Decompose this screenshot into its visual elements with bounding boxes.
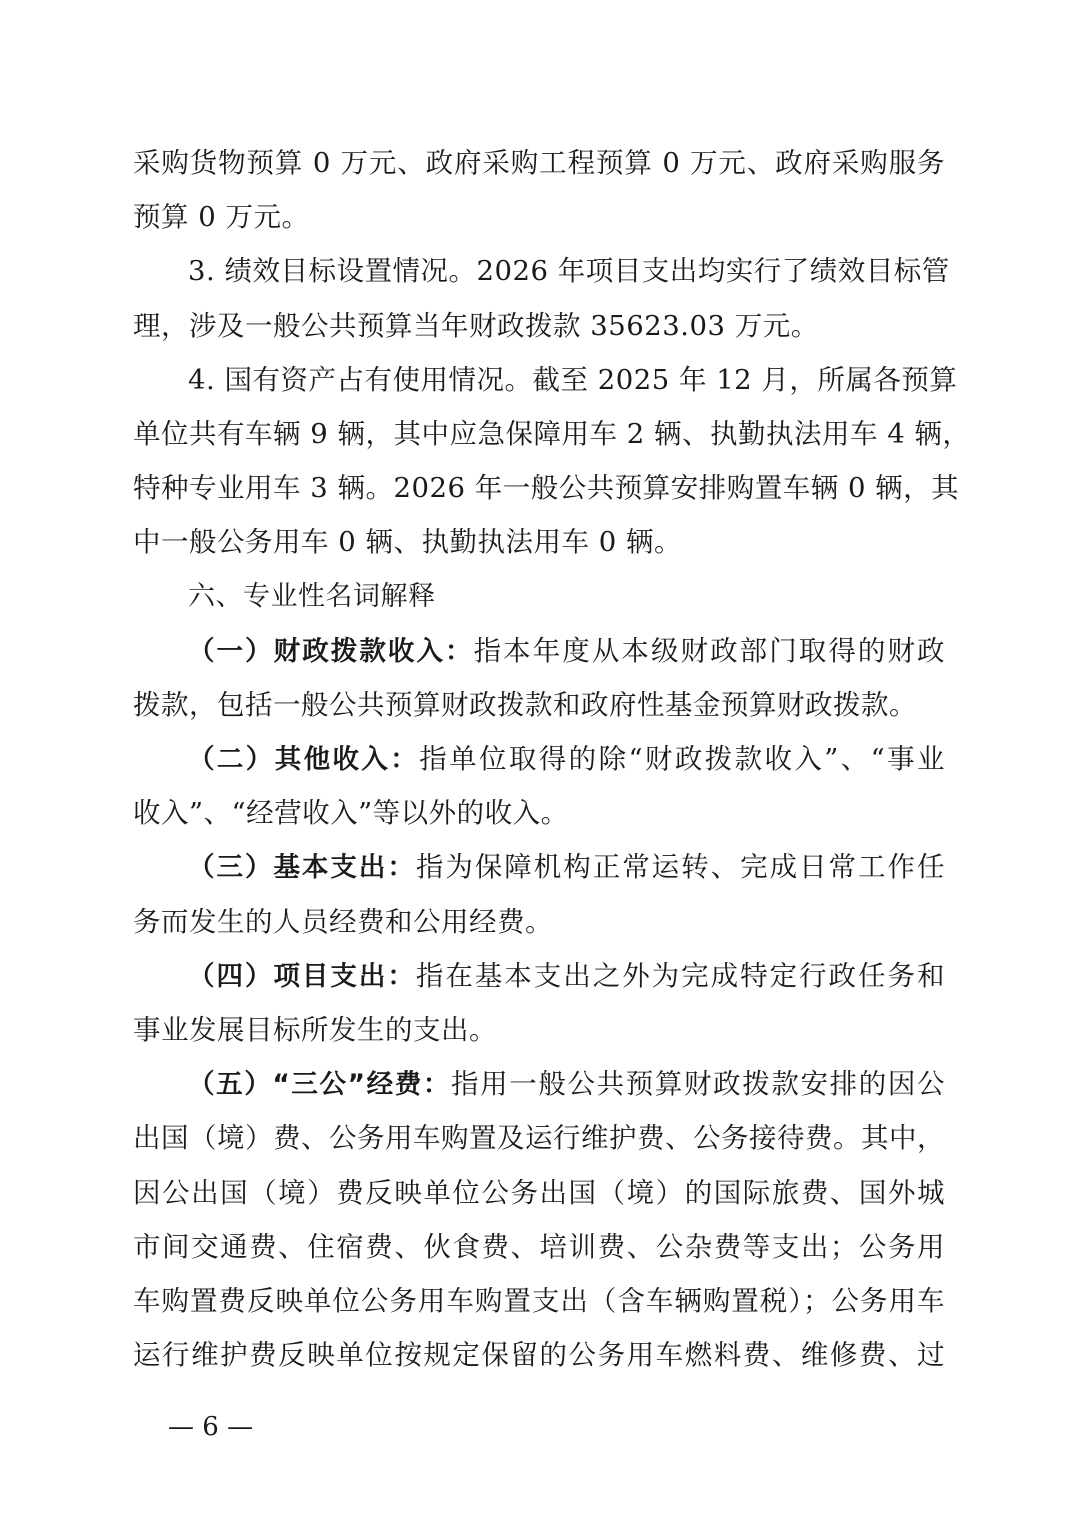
- definition-text: 指单位取得的除“财政拨款收入”、“事业: [419, 743, 946, 776]
- definition-line: [133, 624, 945, 678]
- text-line: 特种专业用车 3 辆。2026 年一般公共预算安排购置车辆 0 辆，其: [133, 472, 960, 505]
- definition-text: 指本年度从本级财政部门取得的财政: [473, 634, 946, 667]
- text-line: 预算 0 万元。: [133, 201, 310, 234]
- definition-text: 指用一般公共预算财政拨款安排的因公: [451, 1068, 945, 1101]
- text-line: 3. 绩效目标设置情况。2026 年项目支出均实行了绩效目标管: [188, 255, 950, 288]
- document-body: [133, 136, 971, 1382]
- text-line: 拨款，包括一般公共预算财政拨款和政府性基金预算财政拨款。: [133, 688, 917, 721]
- text-line: 运行维护费反映单位按规定保留的公务用车燃料费、维修费、过: [133, 1339, 945, 1372]
- definition-line: [133, 1057, 945, 1111]
- text-line: 市间交通费、住宿费、伙食费、培训费、公杂费等支出；公务用: [133, 1230, 945, 1263]
- text-line: 理，涉及一般公共预算当年财政拨款 35623.03 万元。: [133, 309, 819, 342]
- term-label: （三）基本支出：: [188, 852, 416, 884]
- text-line: 事业发展目标所发生的支出。: [133, 1014, 497, 1046]
- definition-text: 指在基本支出之外为完成特定行政任务和: [415, 959, 946, 992]
- definition-line: [133, 949, 945, 1003]
- definition-line: [133, 732, 945, 786]
- definition-text: 指为保障机构正常运转、完成日常工作任: [415, 851, 946, 884]
- text-line: 因公出国（境）费反映单位公务出国（境）的国际旅费、国外城: [133, 1176, 945, 1209]
- text-line: 车购置费反映单位公务用车购置支出（含车辆购置税）；公务用车: [133, 1284, 945, 1317]
- text-line: 4. 国有资产占有使用情况。截至 2025 年 12 月，所属各预算: [188, 363, 958, 396]
- text-line: 中一般公务用车 0 辆、执勤执法用车 0 辆。: [133, 526, 682, 559]
- text-line: 出国（境）费、公务用车购置及运行维护费、公务接待费。其中，: [133, 1122, 945, 1155]
- term-label: （四）项目支出：: [188, 960, 416, 992]
- text-line: 收入”、“经营收入”等以外的收入。: [133, 797, 569, 830]
- term-label: （二）其他收入：: [188, 744, 420, 776]
- text-line: 单位共有车辆 9 辆，其中应急保障用车 2 辆、执勤执法用车 4 辆，: [133, 417, 971, 450]
- term-label: （一）财政拨款收入：: [188, 635, 474, 667]
- definition-line: [133, 840, 945, 894]
- text-line: 采购货物预算 0 万元、政府采购工程预算 0 万元、政府采购服务: [133, 147, 945, 179]
- text-line: 务而发生的人员经费和公用经费。: [133, 905, 553, 938]
- section-heading: 六、专业性名词解释: [188, 580, 436, 612]
- term-label: （五）“三公”经费：: [188, 1069, 452, 1101]
- page-number: — 6 —: [168, 1412, 254, 1442]
